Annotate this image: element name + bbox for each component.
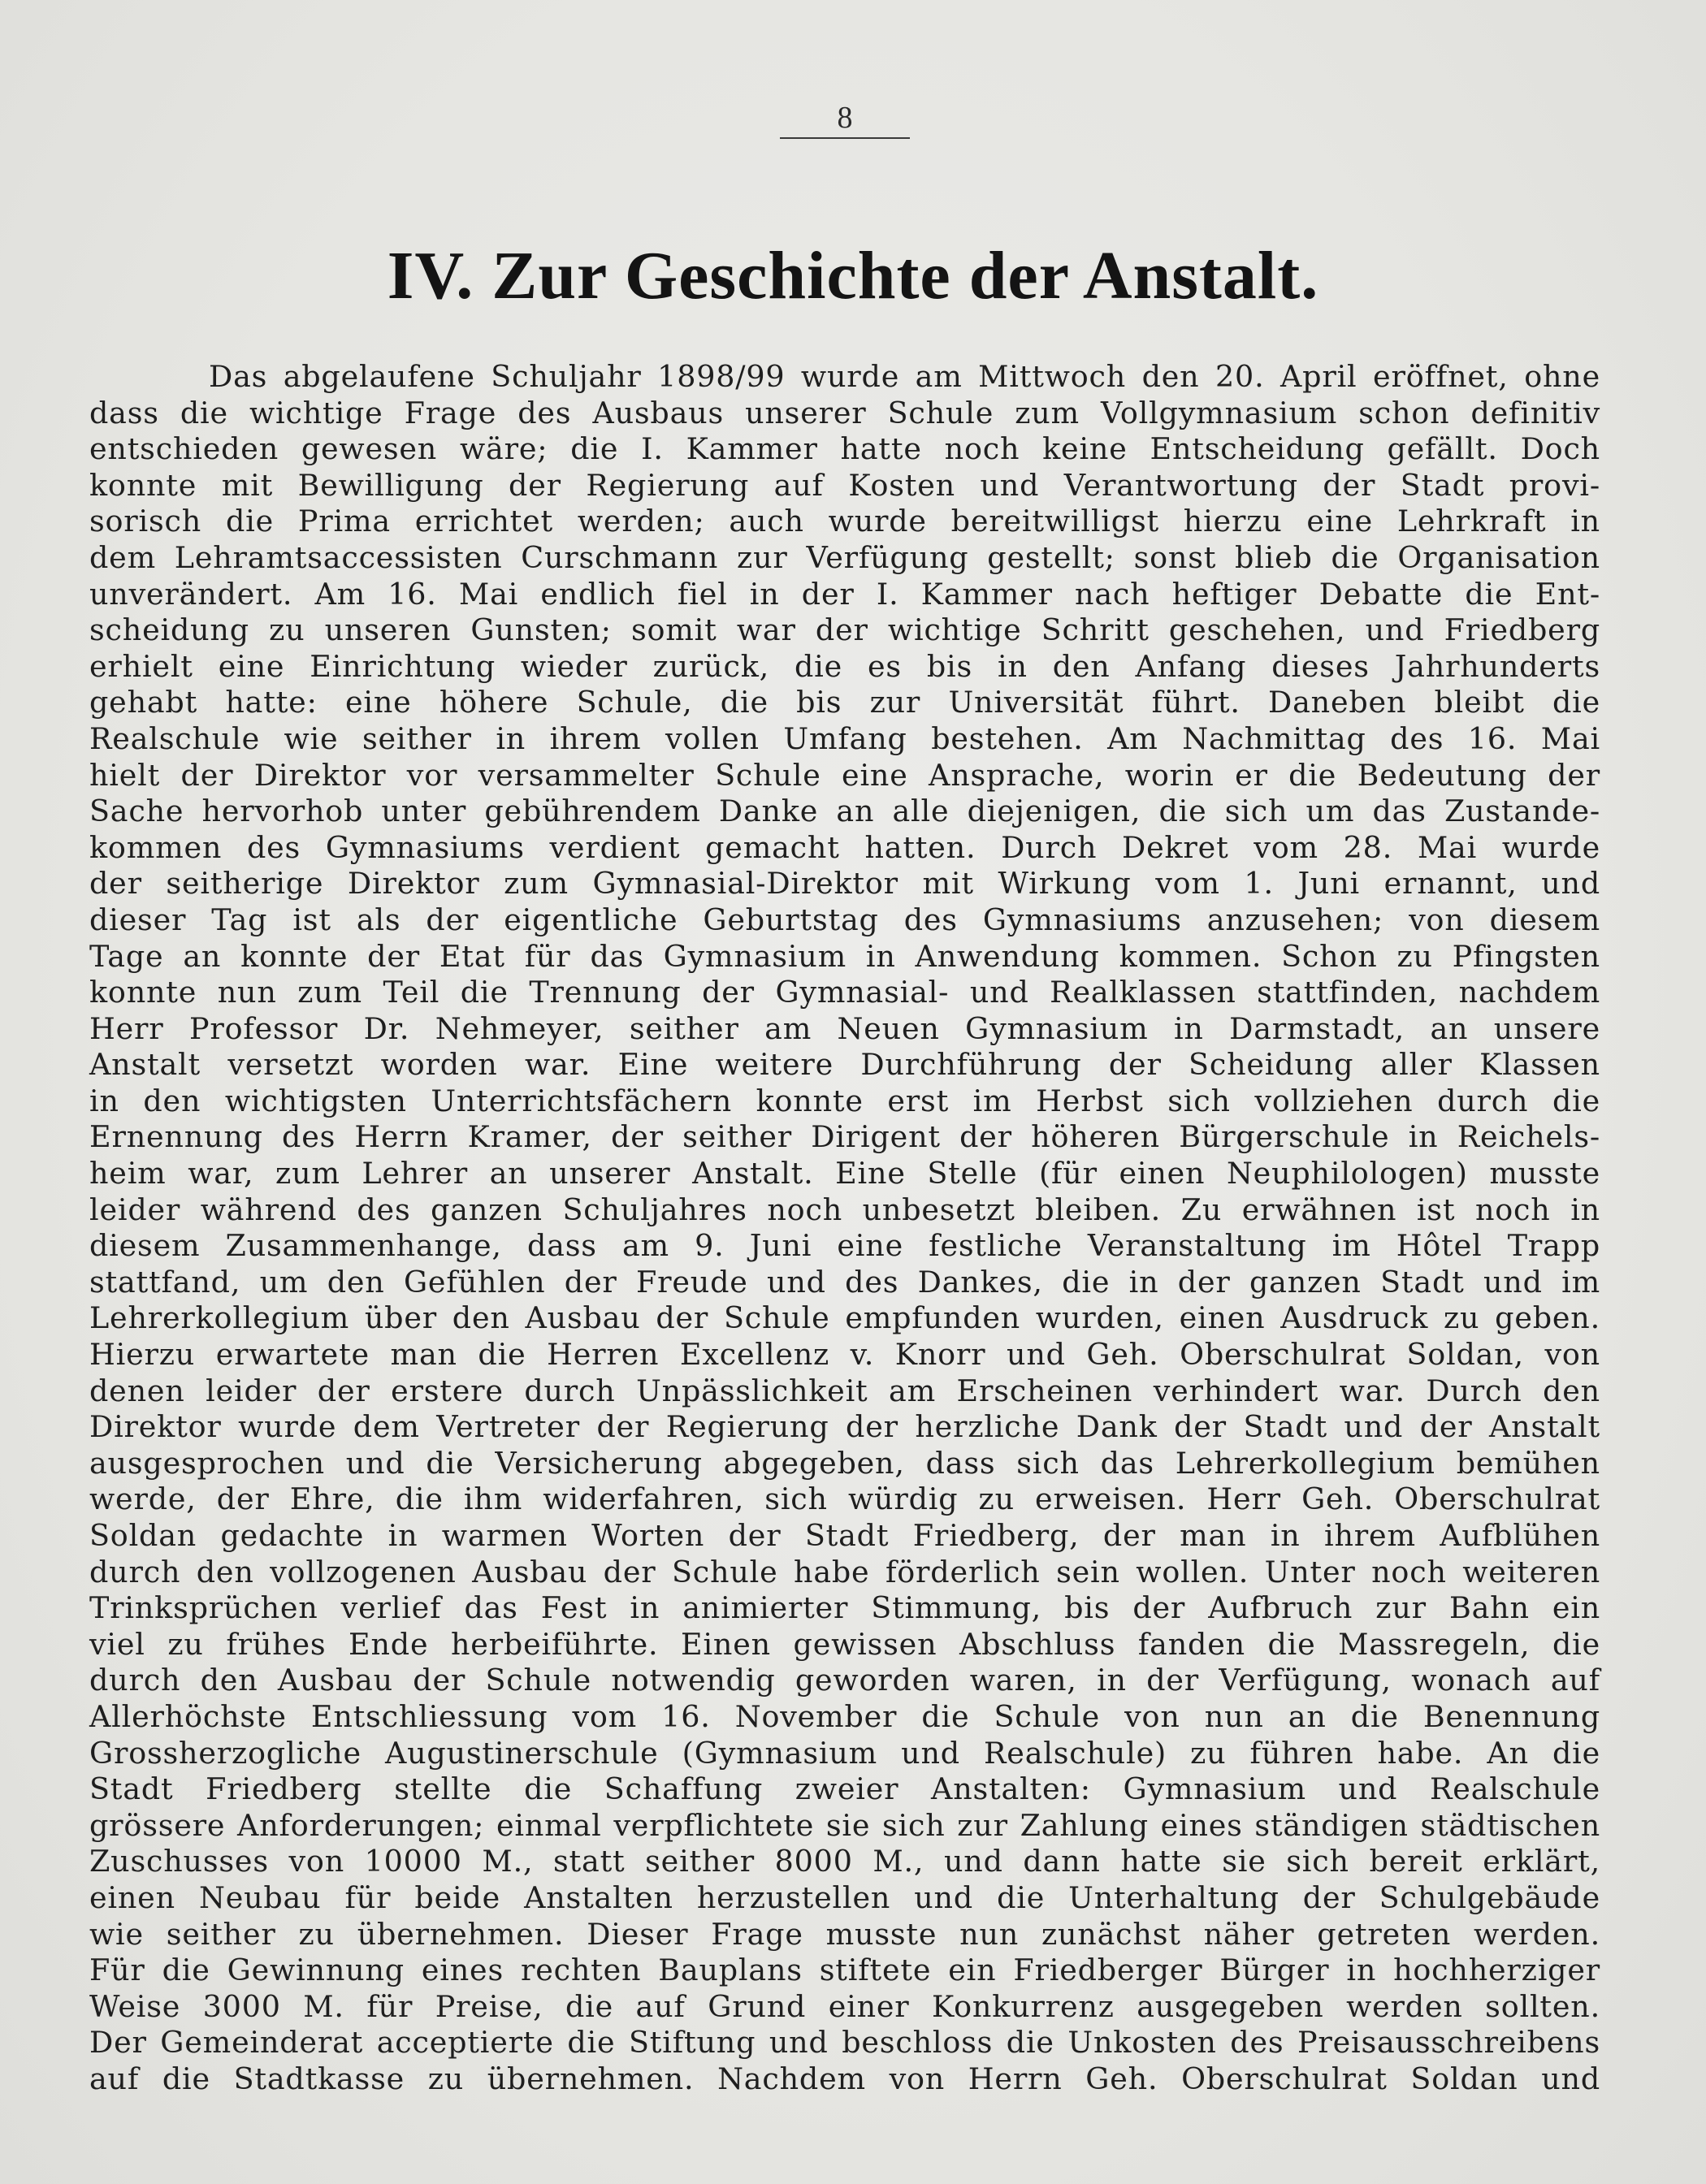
text-line: heim war, zum Lehrer an unserer Anstalt. Eine Stelle (für einen Neuphilologen) musste	[89, 1156, 1600, 1191]
text-line: durch den vollzogenen Ausbau der Schule habe förderlich sein wollen. Unter noch weiteren	[89, 1554, 1600, 1589]
text-line: kommen des Gymnasiums verdient gemacht hatten. Durch Dekret vom 28. Mai wurde	[89, 829, 1600, 865]
text-line: gehabt hatte: eine höhere Schule, die bis zur Universität führt. Daneben bleibt die	[89, 685, 1600, 720]
text-line: ausgesprochen und die Versicherung abgegeben, dass sich das Lehrerkollegium bemühen	[89, 1445, 1600, 1481]
text-line: wie seither zu übernehmen. Dieser Frage musste nun zunächst näher getreten werden.	[89, 1916, 1600, 1952]
text-line: auf die Stadtkasse zu übernehmen. Nachdem von Herrn Geh. Oberschulrat Soldan und	[89, 2061, 1600, 2096]
text-line: Grossherzogliche Augustinerschule (Gymnasium und Realschule) zu führen habe. An die	[89, 1735, 1600, 1771]
text-line: grössere Anforderungen; einmal verpflichtete sie sich zur Zahlung eines ständigen städtischen	[89, 1807, 1600, 1843]
page-number-rule	[780, 137, 910, 139]
text-line: Direktor wurde dem Vertreter der Regierung der herzliche Dank der Stadt und der Anstalt	[89, 1409, 1600, 1445]
text-line: sorisch die Prima errichtet werden; auch wurde bereitwilligst hierzu eine Lehrkraft in	[89, 504, 1600, 539]
text-line: Tage an konnte der Etat für das Gymnasium in Anwendung kommen. Schon zu Pfingsten	[89, 938, 1600, 974]
body-paragraph	[89, 359, 1600, 2098]
text-line: Soldan gedachte in warmen Worten der Stadt Friedberg, der man in ihrem Aufblühen	[89, 1518, 1600, 1553]
text-line: Allerhöchste Entschliessung vom 16. November die Schule von nun an die Benennung	[89, 1698, 1600, 1734]
text-line: Der Gemeinderat acceptierte die Stiftung und beschloss die Unkosten des Preisausschreibens	[89, 2025, 1600, 2061]
text-line: dem Lehramtsaccessisten Curschmann zur Verfügung gestellt; sonst blieb die Organisation	[89, 539, 1600, 575]
text-line: einen Neubau für beide Anstalten herzustellen und die Unterhaltung der Schulgebäude	[89, 1879, 1600, 1915]
text-line: Das abgelaufene Schuljahr 1898/99 wurde am Mittwoch den 20. April eröffnet, ohne	[209, 359, 1600, 394]
text-line: diesem Zusammenhange, dass am 9. Juni eine festliche Veranstaltung im Hôtel Trapp	[89, 1228, 1600, 1264]
text-line: stattfand, um den Gefühlen der Freude und des Dankes, die in der ganzen Stadt und im	[89, 1264, 1600, 1300]
text-line: Herr Professor Dr. Nehmeyer, seither am Neuen Gymnasium in Darmstadt, an unsere	[89, 1010, 1600, 1046]
text-line: scheidung zu unseren Gunsten; somit war der wichtige Schritt geschehen, und Friedberg	[89, 612, 1600, 648]
text-line: Ernennung des Herrn Kramer, der seither Dirigent der höheren Bürgerschule in Reichels-	[89, 1119, 1600, 1155]
text-line: Lehrerkollegium über den Ausbau der Schule empfunden wurden, einen Ausdruck zu geben.	[89, 1300, 1600, 1336]
text-line: Trinksprüchen verlief das Fest in animierter Stimmung, bis der Aufbruch zur Bahn ein	[89, 1590, 1600, 1626]
text-line: entschieden gewesen wäre; die I. Kammer hatte noch keine Entscheidung gefällt. Doch	[89, 431, 1600, 467]
text-line: Sache hervorhob unter gebührendem Danke an alle diejenigen, die sich um das Zustande-	[89, 794, 1600, 829]
text-line: in den wichtigsten Unterrichtsfächern konnte erst im Herbst sich vollziehen durch die	[89, 1083, 1600, 1118]
text-line: denen leider der erstere durch Unpässlichkeit am Erscheinen verhindert war. Durch den	[89, 1373, 1600, 1408]
text-line: konnte nun zum Teil die Trennung der Gymnasial- und Realklassen stattfinden, nachdem	[89, 975, 1600, 1010]
page-number: 8	[837, 101, 853, 135]
text-line: dieser Tag ist als der eigentliche Geburtstag des Gymnasiums anzusehen; von diesem	[89, 902, 1600, 937]
text-line: Anstalt versetzt worden war. Eine weitere Durchführung der Scheidung aller Klassen	[89, 1047, 1600, 1083]
text-line: unverändert. Am 16. Mai endlich fiel in der I. Kammer nach heftiger Debatte die Ent-	[89, 576, 1600, 612]
text-line: Hierzu erwartete man die Herren Excellenz v. Knorr und Geh. Oberschulrat Soldan, von	[89, 1337, 1600, 1373]
text-line: Realschule wie seither in ihrem vollen Umfang bestehen. Am Nachmittag des 16. Mai	[89, 720, 1600, 756]
text-line: konnte mit Bewilligung der Regierung auf Kosten und Verantwortung der Stadt provi-	[89, 467, 1600, 503]
text-line: dass die wichtige Frage des Ausbaus unserer Schule zum Vollgymnasium schon definitiv	[89, 395, 1600, 430]
text-line: leider während des ganzen Schuljahres noch unbesetzt bleiben. Zu erwähnen ist noch in	[89, 1191, 1600, 1227]
text-line: durch den Ausbau der Schule notwendig geworden waren, in der Verfügung, wonach auf	[89, 1663, 1600, 1698]
text-line: der seitherige Direktor zum Gymnasial-Direktor mit Wirkung vom 1. Juni ernannt, und	[89, 866, 1600, 902]
text-line: Für die Gewinnung eines rechten Bauplans stiftete ein Friedberger Bürger in hochherziger	[89, 1953, 1600, 1988]
text-line: viel zu frühes Ende herbeiführte. Einen gewissen Abschluss fanden die Massregeln, die	[89, 1626, 1600, 1662]
text-line: werde, der Ehre, die ihm widerfahren, sich würdig zu erweisen. Herr Geh. Oberschulrat	[89, 1481, 1600, 1517]
text-line: erhielt eine Einrichtung wieder zurück, die es bis in den Anfang dieses Jahrhunderts	[89, 648, 1600, 684]
page-number-block	[780, 102, 910, 139]
section-heading: IV. Zur Geschichte der Anstalt.	[387, 238, 1319, 314]
text-line: Stadt Friedberg stellte die Schaffung zweier Anstalten: Gymnasium und Realschule	[89, 1771, 1600, 1807]
text-line: Zuschusses von 10000 M., statt seither 8000 M., und dann hatte sie sich bereit erklärt,	[89, 1844, 1600, 1879]
text-line: Weise 3000 M. für Preise, die auf Grund einer Konkurrenz ausgegeben werden sollten.	[89, 1988, 1600, 2024]
text-line: hielt der Direktor vor versammelter Schule eine Ansprache, worin er die Bedeutung der	[89, 757, 1600, 793]
